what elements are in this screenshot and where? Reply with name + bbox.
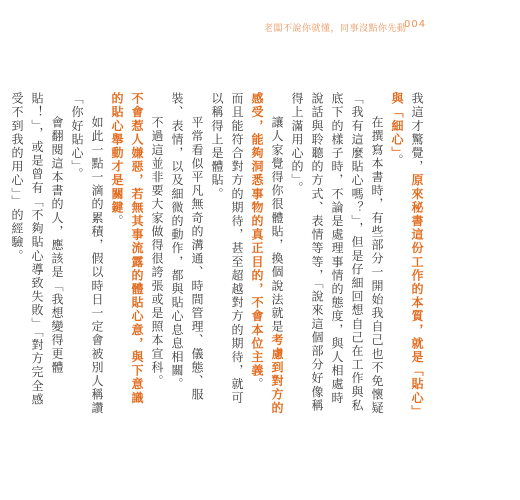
highlight-key: 不會惹人嫌惡，若無其事流露的體貼心意，與下意識的貼心舉動才是關鍵 (110, 92, 144, 405)
paragraph-1 (387, 92, 427, 417)
paragraph-3-text: 讓人家覺得你很體貼，換個說法就是 (270, 116, 284, 334)
highlight-essence: 原來秘書這份工作的本質，就是「貼心」與「細心」 (390, 92, 424, 413)
paragraph-1-text: 我這才驚覺， (410, 92, 424, 174)
body-text (10, 92, 427, 417)
page-number: 004 (404, 19, 427, 30)
paragraph-3-end: 。 (250, 377, 264, 392)
highlight-consideration: 考慮到對方的感受，能夠洞悉事物的真正目的，不會本位主義 (250, 92, 284, 416)
running-head: 老闆不說你就懂，同事沒點你先動 (264, 24, 407, 34)
paragraph-6: 不過這並非要大家做得很誇張或是照本宣科。 (150, 116, 164, 388)
paragraph-7-end: 。 (110, 214, 124, 229)
paragraph-2: 在撰寫本書時，有些部分一開始我自己也不免懷疑「我有這麼貼心嗎？」，但是仔細回想自己在工作與私底下的樣子時，不論是處理事情的態度，與人相處時說話與聆聽的方式、表情等等，「說來這個部分好像稱得上滿用心的」。 (290, 92, 384, 416)
paragraph-9: 會翻閱這本書的人，應該是「我想變得更體貼！」，或是曾有「不夠貼心導致失敗」「對方完全感受不到我的用心」」的經驗。 (10, 92, 64, 407)
paragraph-5: 平常看似平凡無奇的溝通、時間管理、儀態、服裝、表情，以及細微的動作，都與貼心息息相關。 (170, 92, 204, 402)
paragraph-4: 而且能符合對方的期待，甚至超越對方的期待，就可以稱得上是體貼。 (210, 92, 244, 405)
paragraph-3 (247, 92, 287, 417)
paragraph-1-end: 。 (390, 154, 404, 168)
paragraph-8: 如此一點一滴的累積，假以時日一定會被別人稱讚「你好貼心」。 (70, 92, 104, 416)
paragraph-7 (107, 92, 147, 417)
